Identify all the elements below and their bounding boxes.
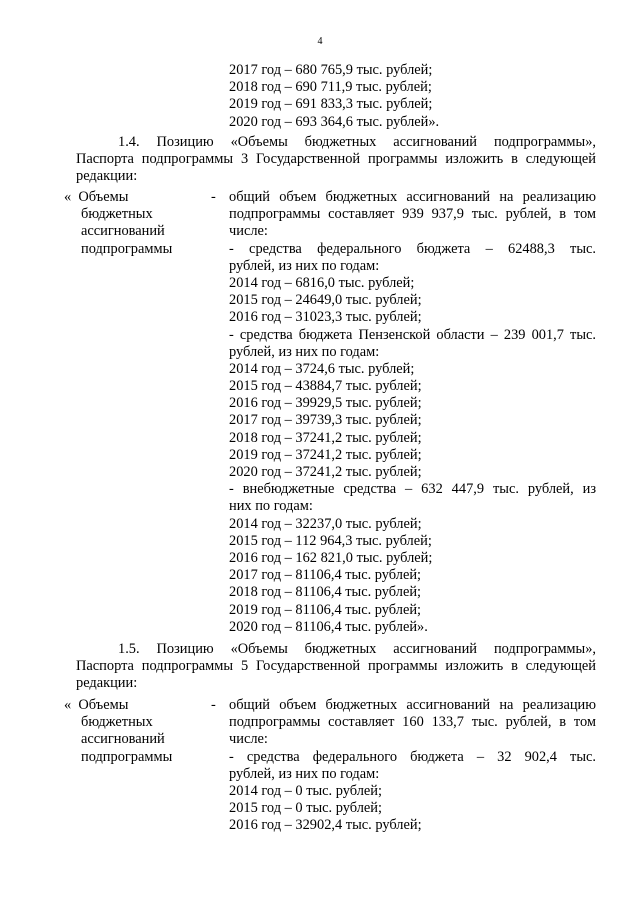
right-cell-line: рублей, из них по годам: bbox=[229, 765, 380, 782]
right-cell-line: 2017 год – 39739,3 тыс. рублей; bbox=[229, 412, 422, 429]
right-cell-line: рублей, из них по годам: bbox=[229, 343, 380, 360]
paragraph-1-5 bbox=[76, 641, 596, 693]
right-cell-line: 2016 год – 31023,3 тыс. рублей; bbox=[229, 309, 422, 326]
right-cell-line: подпрограммы составляет 939 937,9 тыс. рублей, в том bbox=[229, 206, 596, 223]
right-cell-line: рублей, из них по годам: bbox=[229, 257, 380, 274]
paragraph-line: 1.4. Позицию «Объемы бюджетных ассигнований подпрограммы», bbox=[118, 134, 596, 150]
right-cell-line: 2014 год – 32237,0 тыс. рублей; bbox=[229, 515, 422, 532]
right-cell-line: 2015 год – 112 964,3 тыс. рублей; bbox=[229, 532, 432, 549]
right-cell-line: - средства федерального бюджета – 62488,3 тыс. bbox=[229, 240, 596, 257]
right-cell-line: 2017 год – 81106,4 тыс. рублей; bbox=[229, 567, 422, 584]
year-line: 2017 год – 680 765,9 тыс. рублей; bbox=[229, 62, 433, 78]
table-right-cell bbox=[229, 189, 596, 636]
table-dash: - bbox=[211, 697, 216, 713]
right-cell-line: 2016 год – 32902,4 тыс. рублей; bbox=[229, 817, 422, 834]
right-cell-line: 2015 год – 43884,7 тыс. рублей; bbox=[229, 378, 422, 395]
left-cell-line: ассигнований bbox=[81, 731, 165, 748]
right-cell-line: числе: bbox=[229, 731, 268, 748]
left-cell-line: Объемы bbox=[78, 189, 129, 205]
right-cell-line: 2019 год – 81106,4 тыс. рублей; bbox=[229, 601, 422, 618]
right-cell-line: 2015 год – 24649,0 тыс. рублей; bbox=[229, 292, 422, 309]
right-cell-line: 2016 год – 39929,5 тыс. рублей; bbox=[229, 395, 422, 412]
right-cell-line: 2019 год – 37241,2 тыс. рублей; bbox=[229, 446, 422, 463]
right-cell-line: 2020 год – 81106,4 тыс. рублей». bbox=[229, 618, 428, 635]
right-cell-line: 2018 год – 81106,4 тыс. рублей; bbox=[229, 584, 422, 601]
left-cell-line: бюджетных bbox=[81, 206, 153, 223]
right-cell-line: 2014 год – 6816,0 тыс. рублей; bbox=[229, 274, 415, 291]
paragraph-line: редакции: bbox=[76, 675, 138, 692]
left-cell-line: подпрограммы bbox=[81, 240, 173, 257]
right-cell-line: 2014 год – 3724,6 тыс. рублей; bbox=[229, 360, 415, 377]
table-left-cell bbox=[64, 697, 214, 766]
paragraph-line: Паспорта подпрограммы 5 Государственной программы изложить в следующей bbox=[76, 658, 596, 675]
paragraph-line: редакции: bbox=[76, 168, 138, 185]
year-line: 2020 год – 693 364,6 тыс. рублей». bbox=[229, 113, 440, 130]
paragraph-line: Паспорта подпрограммы 3 Государственной программы изложить в следующей bbox=[76, 151, 596, 168]
left-cell-line: бюджетных bbox=[81, 714, 153, 731]
right-cell-line: 2018 год – 37241,2 тыс. рублей; bbox=[229, 429, 422, 446]
table-left-cell bbox=[64, 189, 214, 258]
right-cell-line: 2014 год – 0 тыс. рублей; bbox=[229, 782, 382, 799]
right-cell-line: общий объем бюджетных ассигнований на реализацию bbox=[229, 189, 596, 205]
right-cell-line: 2020 год – 37241,2 тыс. рублей; bbox=[229, 464, 422, 480]
right-cell-line: - средства федерального бюджета – 32 902,4 тыс. bbox=[229, 748, 596, 765]
opening-quote: « bbox=[64, 697, 72, 713]
left-cell-line: подпрограммы bbox=[81, 748, 173, 765]
right-cell-line: них по годам: bbox=[229, 498, 313, 515]
year-line: 2018 год – 690 711,9 тыс. рублей; bbox=[229, 79, 432, 96]
paragraph-1-4 bbox=[76, 134, 596, 186]
continued-year-list bbox=[229, 62, 439, 131]
right-cell-line: подпрограммы составляет 160 133,7 тыс. рублей, в том bbox=[229, 714, 596, 731]
right-cell-line: - внебюджетные средства – 632 447,9 тыс. рублей, из bbox=[229, 481, 596, 498]
page-number: 4 bbox=[317, 36, 323, 47]
right-cell-line: 2015 год – 0 тыс. рублей; bbox=[229, 800, 382, 817]
table-dash: - bbox=[211, 189, 216, 205]
left-cell-line: ассигнований bbox=[81, 223, 165, 240]
left-cell-line: Объемы bbox=[78, 697, 129, 713]
paragraph-line: 1.5. Позицию «Объемы бюджетных ассигнований подпрограммы», bbox=[118, 641, 596, 657]
right-cell-line: общий объем бюджетных ассигнований на реализацию bbox=[229, 697, 596, 713]
right-cell-line: - средства бюджета Пензенской области – 239 001,7 тыс. bbox=[229, 326, 596, 343]
year-line: 2019 год – 691 833,3 тыс. рублей; bbox=[229, 96, 433, 113]
table-right-cell bbox=[229, 697, 596, 835]
right-cell-line: числе: bbox=[229, 223, 268, 240]
opening-quote: « bbox=[64, 189, 72, 205]
right-cell-line: 2016 год – 162 821,0 тыс. рублей; bbox=[229, 549, 433, 566]
